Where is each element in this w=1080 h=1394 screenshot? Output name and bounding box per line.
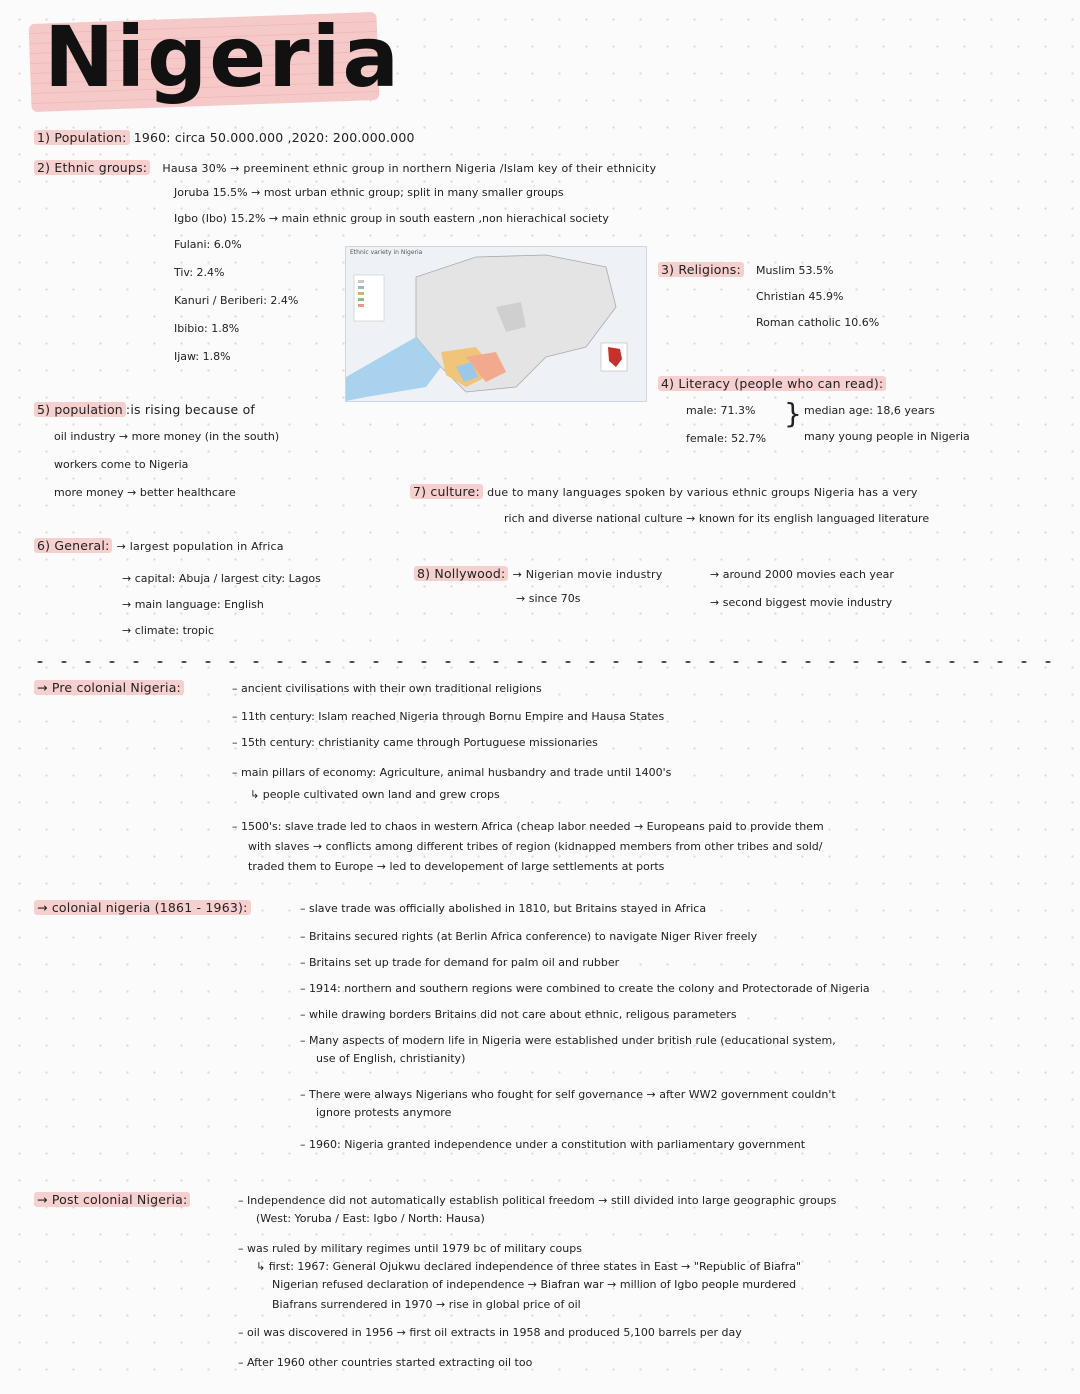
general-label: 6) General: — [34, 538, 112, 553]
literacy-female: female: 52.7% — [686, 432, 767, 445]
postcolonial-line1: – Independence did not automatically establish political freedom → still divided into large geographic groups — [238, 1194, 837, 1207]
nollywood-line2: → since 70s — [516, 592, 581, 605]
postcolonial-line5: Nigerian refused declaration of independence → Biafran war → million of Igbo people murdered — [272, 1278, 797, 1291]
population-section — [34, 130, 415, 146]
ethnic-tiv: Tiv: 2.4% — [174, 266, 225, 279]
precolonial-line8: traded them to Europe → led to developement of large settlements at ports — [248, 860, 665, 873]
postcolonial-line4: ↳ first: 1967: General Ojukwu declared independence of three states in East → "Republic of Biafra" — [256, 1260, 802, 1273]
colonial-section — [34, 900, 251, 916]
general-line3: → main language: English — [122, 598, 264, 611]
population-rising-line3: more money → better healthcare — [54, 486, 236, 499]
postcolonial-line7: – oil was discovered in 1956 → first oil extracts in 1958 and produced 5,100 barrels per day — [238, 1326, 742, 1339]
religions-section — [658, 262, 744, 278]
religions-label: 3) Religions: — [658, 262, 744, 277]
map-caption: Ethnic variety in Nigeria — [350, 249, 423, 256]
population-rising-line1: oil industry → more money (in the south) — [54, 430, 280, 443]
literacy-label: 4) Literacy (people who can read): — [658, 376, 886, 391]
colonial-line6: – Many aspects of modern life in Nigeria were established under british rule (educational system, — [300, 1034, 836, 1047]
culture-label: 7) culture: — [410, 484, 483, 499]
religion-catholic: Roman catholic 10.6% — [756, 316, 880, 329]
brace-icon: } — [784, 397, 802, 430]
colonial-line5: – while drawing borders Britains did not care about ethnic, religous parameters — [300, 1008, 737, 1021]
ethnic-label: 2) Ethnic groups: — [34, 160, 150, 175]
postcolonial-line6: Biafrans surrendered in 1970 → rise in global price of oil — [272, 1298, 581, 1311]
ethnic-yoruba: Joruba 15.5% → most urban ethnic group; split in many smaller groups — [174, 186, 564, 199]
population-text: 1960: circa 50.000.000 ,2020: 200.000.000 — [133, 130, 415, 145]
postcolonial-label: → Post colonial Nigeria: — [34, 1192, 190, 1207]
nollywood-line3: → around 2000 movies each year — [710, 568, 894, 581]
ethnic-kanuri: Kanuri / Beriberi: 2.4% — [174, 294, 299, 307]
postcolonial-line8: – After 1960 other countries started extracting oil too — [238, 1356, 533, 1369]
population-rising-label: 5) population — [34, 402, 126, 417]
population-rising-text: :is rising because of — [125, 402, 256, 417]
general-line1: → largest population in Africa — [116, 540, 284, 553]
colonial-line9: ignore protests anymore — [316, 1106, 452, 1119]
ethnic-hausa: Hausa 30% → preeminent ethnic group in northern Nigeria /Islam key of their ethnicity — [162, 162, 657, 175]
ethnic-section — [34, 160, 656, 176]
nollywood-section — [414, 566, 662, 582]
nollywood-line4: → second biggest movie industry — [710, 596, 893, 609]
culture-section — [410, 484, 918, 500]
precolonial-line5: ↳ people cultivated own land and grew crops — [250, 788, 500, 801]
literacy-median-age: median age: 18,6 years — [804, 404, 935, 417]
postcolonial-line3: – was ruled by military regimes until 1979 bc of military coups — [238, 1242, 582, 1255]
ethnic-ibibio: Ibibio: 1.8% — [174, 322, 240, 335]
page-title: Nigeria — [44, 8, 402, 106]
nigeria-map-icon — [346, 247, 646, 401]
colonial-label: → colonial nigeria (1861 - 1963): — [34, 900, 251, 915]
colonial-line3: – Britains set up trade for demand for palm oil and rubber — [300, 956, 620, 969]
colonial-line7: use of English, christianity) — [316, 1052, 466, 1065]
general-line4: → climate: tropic — [122, 624, 215, 637]
colonial-line8: – There were always Nigerians who fought for self governance → after WW2 government couldn't — [300, 1088, 836, 1101]
colonial-line10: – 1960: Nigeria granted independence under a constitution with parliamentary government — [300, 1138, 806, 1151]
general-section — [34, 538, 284, 554]
religion-muslim: Muslim 53.5% — [756, 264, 834, 277]
population-rising-line2: workers come to Nigeria — [54, 458, 189, 471]
population-label: 1) Population: — [34, 130, 130, 145]
ethnic-fulani: Fulani: 6.0% — [174, 238, 242, 251]
precolonial-label: → Pre colonial Nigeria: — [34, 680, 184, 695]
ethnic-ijaw: Ijaw: 1.8% — [174, 350, 231, 363]
religion-christian: Christian 45.9% — [756, 290, 844, 303]
culture-line1: due to many languages spoken by various ethnic groups Nigeria has a very — [487, 486, 918, 499]
precolonial-line6: – 1500's: slave trade led to chaos in western Africa (cheap labor needed → Europeans paid to provide them — [232, 820, 824, 833]
ethnic-map-image — [345, 246, 647, 402]
population-rising-section — [34, 402, 255, 418]
nollywood-label: 8) Nollywood: — [414, 566, 508, 581]
colonial-line4: – 1914: northern and southern regions were combined to create the colony and Protectorade of Nigeria — [300, 982, 870, 995]
ethnic-igbo: Igbo (Ibo) 15.2% → main ethnic group in south eastern ,non hierachical society — [174, 212, 609, 225]
precolonial-line7: with slaves → conflicts among different tribes of region (kidnapped members from other tribes and sold/ — [248, 840, 823, 853]
precolonial-line4: – main pillars of economy: Agriculture, animal husbandry and trade until 1400's — [232, 766, 672, 779]
literacy-male: male: 71.3% — [686, 404, 756, 417]
general-line2: → capital: Abuja / largest city: Lagos — [122, 572, 321, 585]
precolonial-line2: – 11th century: Islam reached Nigeria through Bornu Empire and Hausa States — [232, 710, 665, 723]
dotted-divider — [28, 658, 1058, 666]
nollywood-line1: → Nigerian movie industry — [512, 568, 663, 581]
precolonial-line1: – ancient civilisations with their own traditional religions — [232, 682, 542, 695]
precolonial-section — [34, 680, 184, 696]
precolonial-line3: – 15th century: christianity came through Portuguese missionaries — [232, 736, 598, 749]
literacy-young: many young people in Nigeria — [804, 430, 970, 443]
colonial-line2: – Britains secured rights (at Berlin Africa conference) to navigate Niger River freely — [300, 930, 758, 943]
postcolonial-line2: (West: Yoruba / East: Igbo / North: Hausa) — [256, 1212, 485, 1225]
colonial-line1: – slave trade was officially abolished in 1810, but Britains stayed in Africa — [300, 902, 707, 915]
literacy-section — [658, 376, 886, 392]
culture-line2: rich and diverse national culture → known for its english languaged literature — [504, 512, 930, 525]
postcolonial-section — [34, 1192, 190, 1208]
